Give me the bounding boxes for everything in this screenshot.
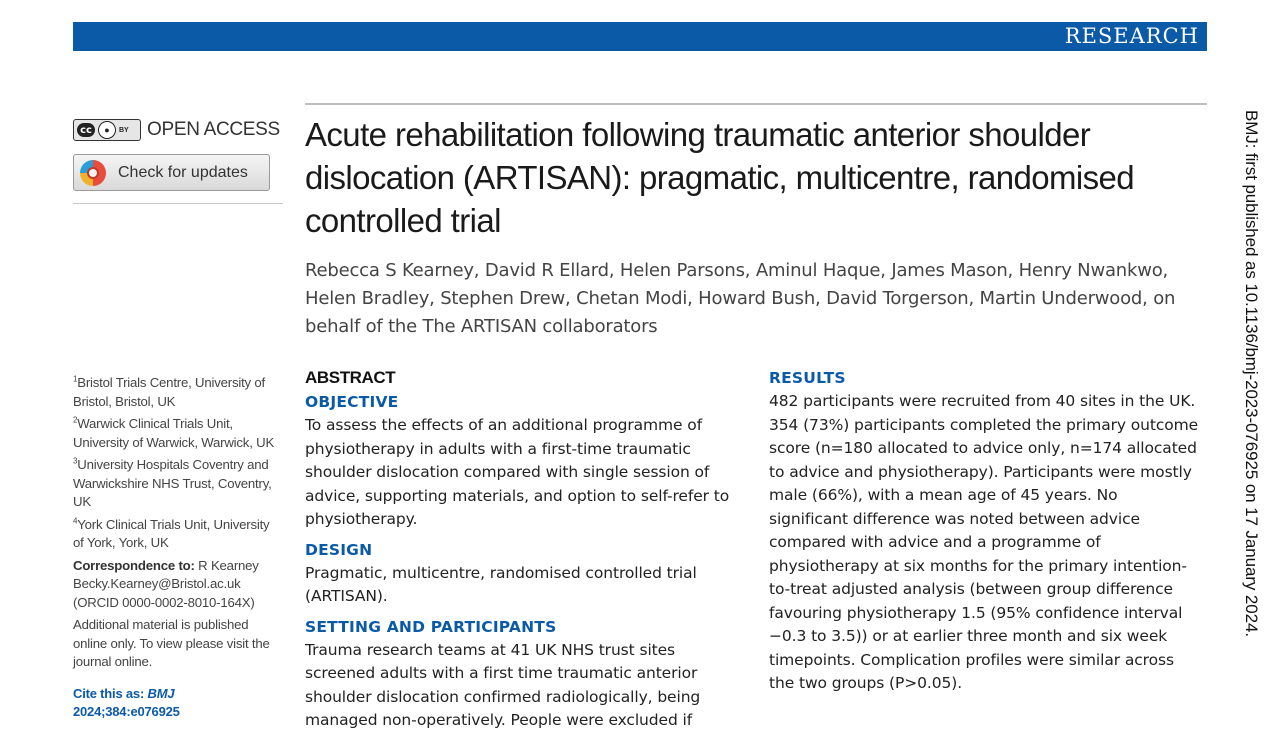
design-text: Pragmatic, multicentre, randomised controlled trial (ARTISAN). (305, 563, 697, 605)
abstract-column-2 (769, 366, 1199, 696)
by-label: BY (119, 126, 129, 134)
correspondence-label: Correspondence to: (73, 557, 195, 573)
correspondence-name: R Kearney (194, 557, 259, 573)
affiliation-1: $^1$Bristol Trials Centre, University of Bristol, Bristol, UK (73, 374, 265, 409)
abstract-heading: ABSTRACT (305, 368, 396, 387)
check-for-updates-button[interactable] (73, 154, 270, 191)
design-heading: DESIGN (305, 540, 373, 559)
abstract-column-1 (305, 366, 745, 739)
affiliation-2: $^2$Warwick Clinical Trials Unit, University of Warwick, Warwick, UK (73, 415, 275, 450)
affiliation-3: $^3$University Hospitals Coventry and Warwickshire NHS Trust, Coventry, UK (73, 456, 272, 509)
objective-heading: OBJECTIVE (305, 393, 399, 411)
affiliations (73, 374, 281, 735)
section-label: RESEARCH (1064, 24, 1199, 48)
cc-icon: cc (77, 123, 95, 137)
results-heading: RESULTS (769, 369, 846, 387)
title-divider (305, 103, 1207, 105)
setting-heading: SETTING AND PARTICIPANTS (305, 617, 557, 636)
publication-side-note: BMJ: first published as 10.1136/bmj-2023-076925 on 17 January 2024. (1242, 110, 1261, 637)
citation: Cite this as: BMJ 2024;384:e076925 (73, 685, 180, 719)
check-for-updates-label: Check for updates (118, 163, 248, 181)
cc-by-icon[interactable] (73, 119, 141, 141)
affiliation-4: $^4$York Clinical Trials Unit, University of York, York, UK (73, 516, 270, 550)
author-list: Rebecca S Kearney, David R Ellard, Helen Parsons, Aminul Haque, James Mason, Henry Nwankwo, Helen Bradley, Stephen Drew, Chetan Modi, Howard Bush, David Torgerson, Martin Underwood, on behalf of the The ARTISAN collaborators (305, 260, 1176, 337)
correspondence-email[interactable]: Becky.Kearney@Bristol.ac.uk (73, 576, 241, 591)
objective-text: To assess the effects of an additional programme of physiotherapy in adults with a first-time traumatic shoulder dislocation compared with single session of advice, supporting materials, and option to self-refer to physiotherapy. (305, 416, 730, 528)
person-icon: ● (98, 121, 116, 139)
results-text: 482 participants were recruited from 40 sites in the UK. 354 (73%) participants completed the primary outcome score (n=180 allocated to advice only, n=174 allocated to advice and physiotherapy). Participants were mostly male (66%), with a mean age of 45 years. No significant difference was noted between advice compared with advice and a programme of physiotherapy at six months for the primary intention-to-treat adjusted analysis (between group difference favouring physiotherapy 1.5 (95% confidence interval −0.3 to 3.5)) or at earlier three month and six week timepoints. Complication profiles were similar across the two groups (P>0.05). (769, 392, 1199, 692)
left-divider (73, 203, 283, 204)
open-access-row (73, 117, 280, 143)
crossmark-icon (80, 160, 106, 186)
open-access-label: OPEN ACCESS (147, 119, 280, 140)
orcid[interactable]: (ORCID 0000-0002-8010-164X) (73, 594, 255, 610)
correspondence (73, 557, 281, 613)
article-title: Acute rehabilitation following traumatic anterior shoulder dislocation (ARTISAN): pragmatic, multicentre, randomised controlled trial (305, 116, 1135, 239)
setting-text: Trauma research teams at 41 UK NHS trust sites screened adults with a first time traumatic anterior shoulder dislocation confirmed radiologically, being managed non-operatively. People were excluded if (305, 640, 701, 729)
header-band (73, 22, 1207, 51)
additional-material-note: Additional material is published online only. To view please visit the journal online. (73, 617, 270, 669)
